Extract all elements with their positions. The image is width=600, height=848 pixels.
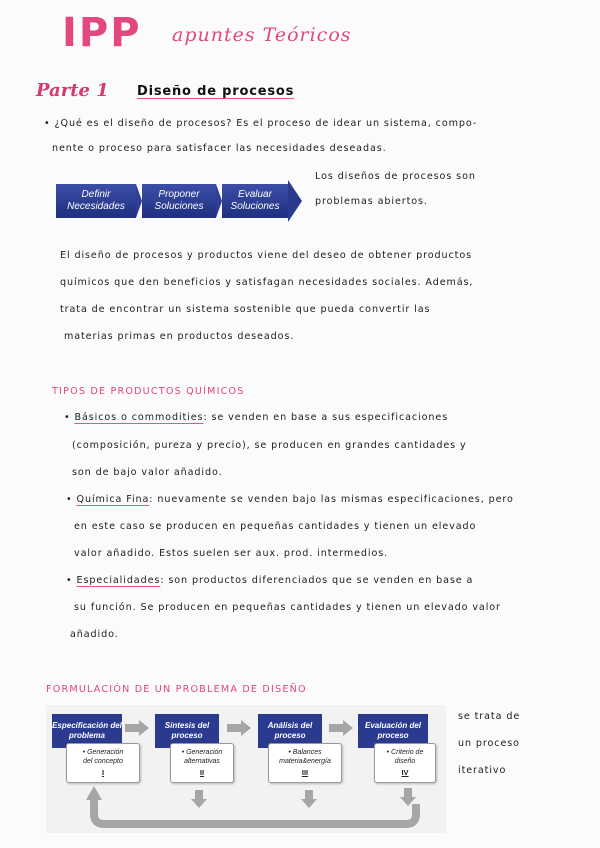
- specialties-line-1: • Especialidades: son productos diferenciados que se venden en base a: [66, 575, 474, 586]
- specialties-line-2: su función. Se producen en pequeñas cantidades y tienen un elevado valor: [74, 602, 501, 613]
- detail-text: • Balances materia&energía: [279, 749, 331, 765]
- chevron-tip-icon: [136, 184, 142, 218]
- iterative-note-line-2: un proceso: [458, 738, 520, 749]
- step-process-analysis: Análisis del proceso: [258, 714, 322, 748]
- chevron-propose-solutions: [142, 184, 216, 218]
- specialties-line-3: añadido.: [70, 629, 119, 640]
- chevron-evaluate-solutions: [222, 184, 288, 218]
- step-number: II: [199, 768, 205, 777]
- step-process-evaluation: Evaluación del proceso: [358, 714, 428, 748]
- arrow-right-icon: [227, 720, 251, 736]
- fine-line-2: en este caso se producen en pequeñas cantidades y tienen un elevado: [74, 521, 477, 532]
- types-heading: TIPOS DE PRODUCTOS QUÍMICOS: [52, 386, 245, 397]
- iterative-note-line-3: iterativo: [458, 765, 507, 776]
- step-number: III: [301, 768, 309, 777]
- commodities-text-1: : se venden en base a sus especificaciones: [203, 412, 449, 423]
- detail-alternatives-generation: [170, 743, 234, 783]
- page-subtitle: apuntes Teóricos: [172, 24, 352, 46]
- detail-text: • Generación del concepto: [82, 749, 124, 765]
- specialties-text-1: : son productos diferenciados que se venden en base a: [160, 575, 474, 586]
- commodities-line-1: • Básicos o commodities: se venden en base a sus especificaciones: [64, 412, 449, 423]
- step-number: IV: [401, 768, 409, 777]
- detail-text: • Criterio de diseño: [386, 749, 424, 765]
- formulation-heading: FORMULACIÓN DE UN PROBLEMA DE DISEÑO: [46, 684, 307, 695]
- step-problem-specification: Especificación del problema: [52, 714, 122, 748]
- arrow-right-icon: [125, 720, 149, 736]
- specialties-term: Especialidades: [76, 575, 161, 586]
- part-label: Parte 1: [36, 80, 109, 101]
- paragraph-line-3: trata de encontrar un sistema sostenible que pueda convertir las: [60, 304, 431, 315]
- iterative-note-line-1: se trata de: [458, 711, 521, 722]
- intro-line-1: • ¿Qué es el diseño de procesos? Es el proceso de idear un sistema, compo-: [44, 118, 478, 129]
- feedback-loop-arrow-icon: [86, 784, 422, 830]
- detail-concept-generation: [66, 743, 140, 783]
- detail-text: • Generación alternativas: [181, 749, 223, 765]
- detail-design-criteria: [374, 743, 436, 783]
- fine-term: Química Fina: [76, 494, 150, 505]
- chevron-define-needs: [56, 184, 136, 218]
- paragraph-line-4: materias primas en productos deseados.: [64, 331, 295, 342]
- chevron-label: Definir Necesidades: [67, 189, 125, 212]
- step-number: I: [101, 768, 105, 777]
- chevron-label: Evaluar Soluciones: [230, 189, 280, 212]
- step-process-synthesis: Síntesis del proceso: [155, 714, 219, 748]
- chevron-label: Proponer Soluciones: [154, 189, 204, 212]
- fine-line-1: • Química Fina: nuevamente se venden bajo las mismas especificaciones, pero: [66, 494, 514, 505]
- paragraph-line-1: El diseño de procesos y productos viene del deseo de obtener productos: [60, 250, 473, 261]
- commodities-line-2: (composición, pureza y precio), se producen en grandes cantidades y: [72, 440, 467, 451]
- part-title: Diseño de procesos: [137, 84, 295, 99]
- detail-balances: [268, 743, 342, 783]
- fine-line-3: valor añadido. Estos suelen ser aux. prod. intermedios.: [74, 548, 389, 559]
- intro-line-2: nente o proceso para satisfacer las necesidades deseadas.: [52, 143, 387, 154]
- commodities-term: Básicos o commodities: [74, 412, 204, 423]
- commodities-line-3: son de bajo valor añadido.: [72, 467, 223, 478]
- fine-text-1: : nuevamente se venden bajo las mismas especificaciones, pero: [149, 494, 514, 505]
- side-note-line-2: problemas abiertos.: [315, 196, 428, 207]
- side-note-line-1: Los diseños de procesos son: [315, 171, 476, 182]
- page-title: IPP: [62, 10, 142, 56]
- chevron-arrowhead-icon: [288, 180, 302, 222]
- paragraph-line-2: químicos que den beneficios y satisfagan necesidades sociales. Además,: [60, 277, 474, 288]
- arrow-right-icon: [329, 720, 353, 736]
- chevron-tip-icon: [216, 184, 222, 218]
